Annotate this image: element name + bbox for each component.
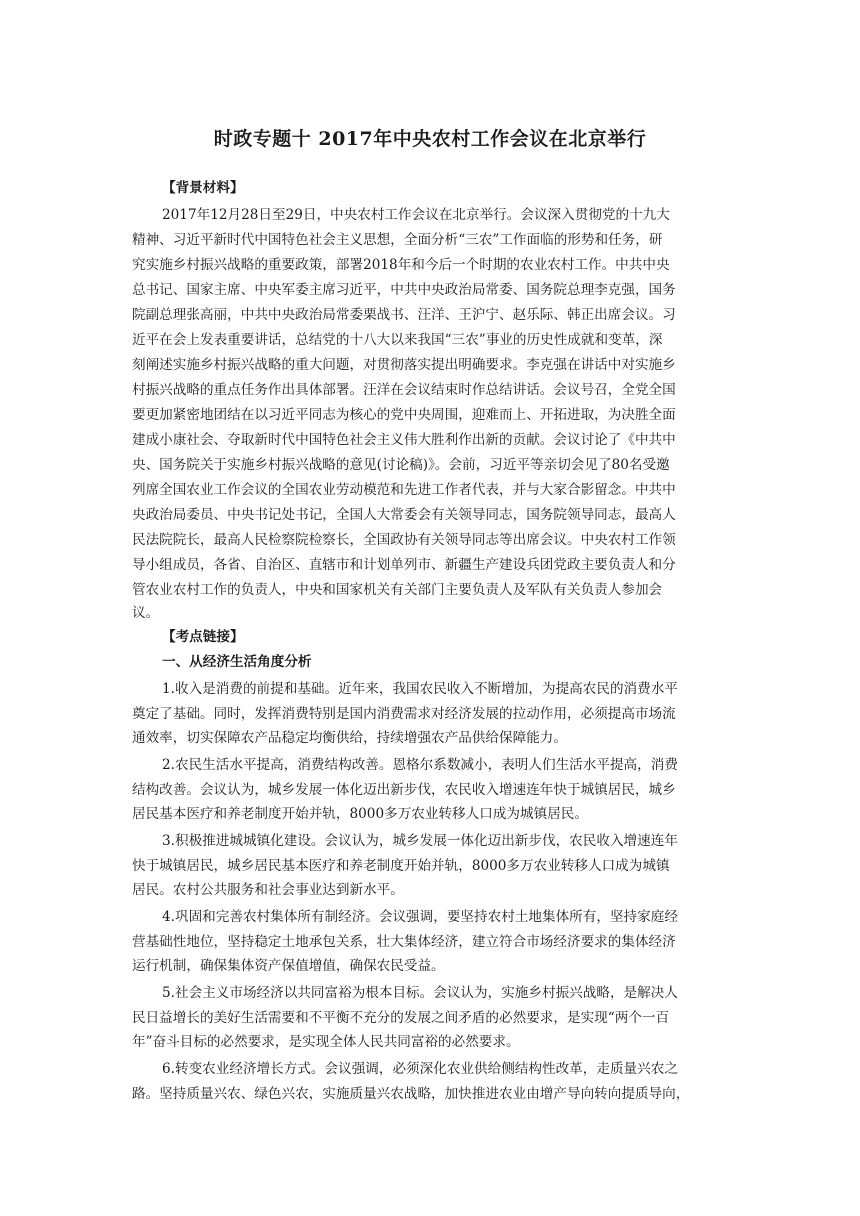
paragraph-line: 究实施乡村振兴战略的重要政策，部署2018年和今后一个时期的农业农村工作。中共中央: [132, 257, 670, 273]
paragraph-line: 院副总理张高丽，中共中央政治局常委栗战书、汪洋、王沪宁、赵乐际、韩正出席会议。习: [132, 307, 676, 323]
point-line: 通效率，切实保障农产品稳定均衡供给，持续增强农产品供给保障能力。: [132, 730, 567, 746]
point-line: 5.社会主义市场经济以共同富裕为根本目标。会议认为，实施乡村振兴战略，是解决人: [162, 985, 678, 1001]
point-line: 民日益增长的美好生活需要和不平衡不充分的发展之间矛盾的必然要求，是实现“两个一百: [132, 1010, 670, 1026]
point-line: 居民。农村公共服务和社会事业达到新水平。: [132, 882, 404, 898]
point-line: 年”奋斗目标的必然要求，是实现全体人民共同富裕的必然要求。: [132, 1034, 520, 1050]
page-title: 时政专题十 2017年中央农村工作会议在北京举行: [213, 128, 647, 150]
section-heading: 一、从经济生活角度分析: [162, 654, 312, 670]
paragraph-line: 管农业农村工作的负责人，中央和国家机关有关部门主要负责人及军队有关负责人参加会: [132, 582, 663, 598]
point-line: 6.转变农业经济增长方式。会议强调，必须深化农业供给侧结构性改革，走质量兴农之: [162, 1061, 678, 1077]
paragraph-line: 建成小康社会、夺取新时代中国特色社会主义伟大胜利作出新的贡献。会议讨论了《中共中: [132, 432, 676, 448]
point-line: 奠定了基础。同时，发挥消费特别是国内消费需求对经济发展的拉动作用，必须提高市场流: [132, 706, 676, 722]
point-line: 居民基本医疗和养老制度开始并轨，8000多万农业转移人口成为城镇居民。: [132, 806, 588, 822]
paragraph-line: 近平在会上发表重要讲话，总结党的十八大以来我国“三农”事业的历史性成就和变革，深: [132, 332, 663, 348]
point-line: 4.巩固和完善农村集体所有制经济。会议强调，要坚持农村土地集体所有，坚持家庭经: [162, 909, 678, 925]
point-line: 路。坚持质量兴农、绿色兴农，实施质量兴农战略，加快推进农业由增产导向转向提质导向，: [132, 1086, 690, 1102]
point-line: 运行机制，确保集体资产保值增值，确保农民受益。: [132, 958, 445, 974]
paragraph-line: 央政治局委员、中央书记处书记，全国人大常委会有关领导同志，国务院领导同志，最高人: [132, 507, 676, 523]
background-heading: 【背景材料】: [162, 180, 244, 196]
paragraph-line: 要更加紧密地团结在以习近平同志为核心的党中央周围，迎难而上、开拓进取，为决胜全面: [132, 407, 676, 423]
point-line: 快于城镇居民，城乡居民基本医疗和养老制度开始并轨，8000多万农业转移人口成为城镇: [132, 858, 670, 874]
paragraph-line: 总书记、国家主席、中央军委主席习近平，中共中央政治局常委、国务院总理李克强，国务: [132, 282, 676, 298]
paragraph-line: 精神、习近平新时代中国特色社会主义思想，全面分析“三农”工作面临的形势和任务，研: [132, 232, 663, 248]
paragraph-line: 央、国务院关于实施乡村振兴战略的意见(讨论稿)》。会前，习近平等亲切会见了80名受邀: [132, 457, 670, 473]
points-heading: 【考点链接】: [162, 629, 244, 645]
point-line: 1.收入是消费的前提和基础。近年来，我国农民收入不断增加，为提高农民的消费水平: [162, 681, 678, 697]
point-line: 营基础性地位，坚持稳定土地承包关系，壮大集体经济，建立符合市场经济要求的集体经济: [132, 934, 676, 950]
point-line: 结构改善。会议认为，城乡发展一体化迈出新步伐，农民收入增速连年快于城镇居民，城乡: [132, 782, 676, 798]
point-line: 3.积极推进城城镇化建设。会议认为，城乡发展一体化迈出新步伐，农民收入增速连年: [162, 833, 678, 849]
paragraph-line: 导小组成员，各省、自治区、直辖市和计划单列市、新疆生产建设兵团党政主要负责人和分: [132, 557, 676, 573]
paragraph-line: 民法院院长，最高人民检察院检察长，全国政协有关领导同志等出席会议。中央农村工作领: [132, 532, 676, 548]
paragraph-line: 列席全国农业工作会议的全国农业劳动模范和先进工作者代表，并与大家合影留念。中共中: [132, 482, 676, 498]
paragraph-line: 刻阐述实施乡村振兴战略的重大问题，对贯彻落实提出明确要求。李克强在讲话中对实施乡: [132, 357, 676, 373]
paragraph-line: 村振兴战略的重点任务作出具体部署。汪洋在会议结束时作总结讲话。会议号召，全党全国: [132, 382, 676, 398]
point-line: 2.农民生活水平提高，消费结构改善。恩格尔系数减小，表明人们生活水平提高，消费: [162, 757, 678, 773]
paragraph-line: 2017年12月28日至29日，中央农村工作会议在北京举行。会议深入贯彻党的十九大: [162, 207, 670, 223]
paragraph-line: 议。: [132, 605, 160, 621]
